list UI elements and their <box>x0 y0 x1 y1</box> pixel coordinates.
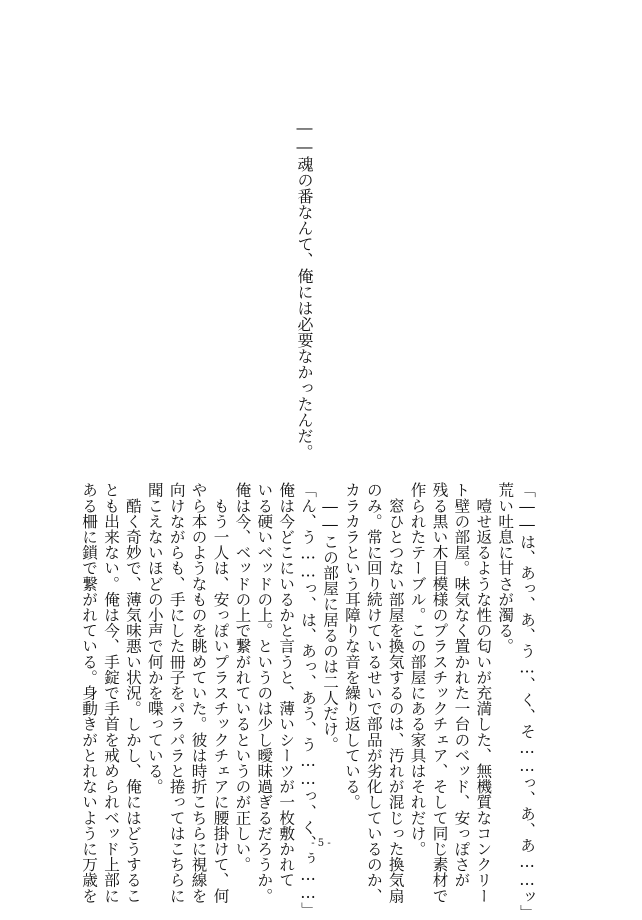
body-line: いる硬いベッドの上。というのは少し曖昧過ぎるだろうか。 <box>255 482 274 904</box>
body-text <box>78 482 537 920</box>
body-line: 荒い吐息に甘さが濁る。 <box>496 482 515 654</box>
body-line: 窓ひとつない部屋を換気するのは、汚れが混じった換気扇 <box>386 482 405 904</box>
body-line: 俺は今どこにいるかと言うと、薄いシーツが一枚敷かれて <box>277 482 296 888</box>
epigraph: ――魂の番なんて、俺には必要なかったんだ。 <box>295 118 314 460</box>
body-line: 向けながらも、手にした冊子をパラパラと捲ってはこちらに <box>167 482 186 904</box>
body-line: ――この部屋に居るのは二人だけ。 <box>321 482 339 752</box>
body-line: 噎せ返るような性の匂いが充満した、無機質なコンクリー <box>474 482 493 904</box>
body-line: のみ。常に回り続けているせいで部品が劣化しているのか、 <box>364 482 383 904</box>
body-line: 俺は今、ベッドの上で繋がれているというのが正しい。 <box>233 482 252 872</box>
body-line: ある柵に鎖で繋がれている。身動きがとれないように万歳を <box>80 482 99 904</box>
body-line: 作られたテーブル。この部屋にある家具はそれだけ。 <box>408 482 427 857</box>
body-line: やら本のようなものを眺めていた。彼は時折こちらに視線を <box>189 482 208 904</box>
body-line: 「ん、う……っ、は、あっ、あう、う……っ、く、ぅ……」 <box>299 482 318 918</box>
body-line: 酷く奇妙で、薄気味悪い状況。しかし、俺にはどうするこ <box>123 482 142 904</box>
body-line: 聞こえないほどの小声で何かを喋っている。 <box>145 482 164 794</box>
body-line: とも出来ない。俺は今、手錠で手首を戒められベッド上部に <box>102 482 120 904</box>
body-line: ト壁の部屋。味気なく置かれた一台のベッド、安っぽさが <box>452 482 471 888</box>
body-line: カラカラという耳障りな音を繰り返している。 <box>342 482 361 810</box>
body-line: 「――は、あっ、あ、う…、く、そ……っ、あ、あ……ッ」 <box>518 482 537 920</box>
page-number: - 5 - <box>311 838 331 849</box>
body-line: 残る黒い木目模様のプラスチックチェア、そして同じ素材で <box>430 482 449 904</box>
body-line: もう一人は、安っぽいプラスチックチェアに腰掛けて、何 <box>211 482 230 904</box>
